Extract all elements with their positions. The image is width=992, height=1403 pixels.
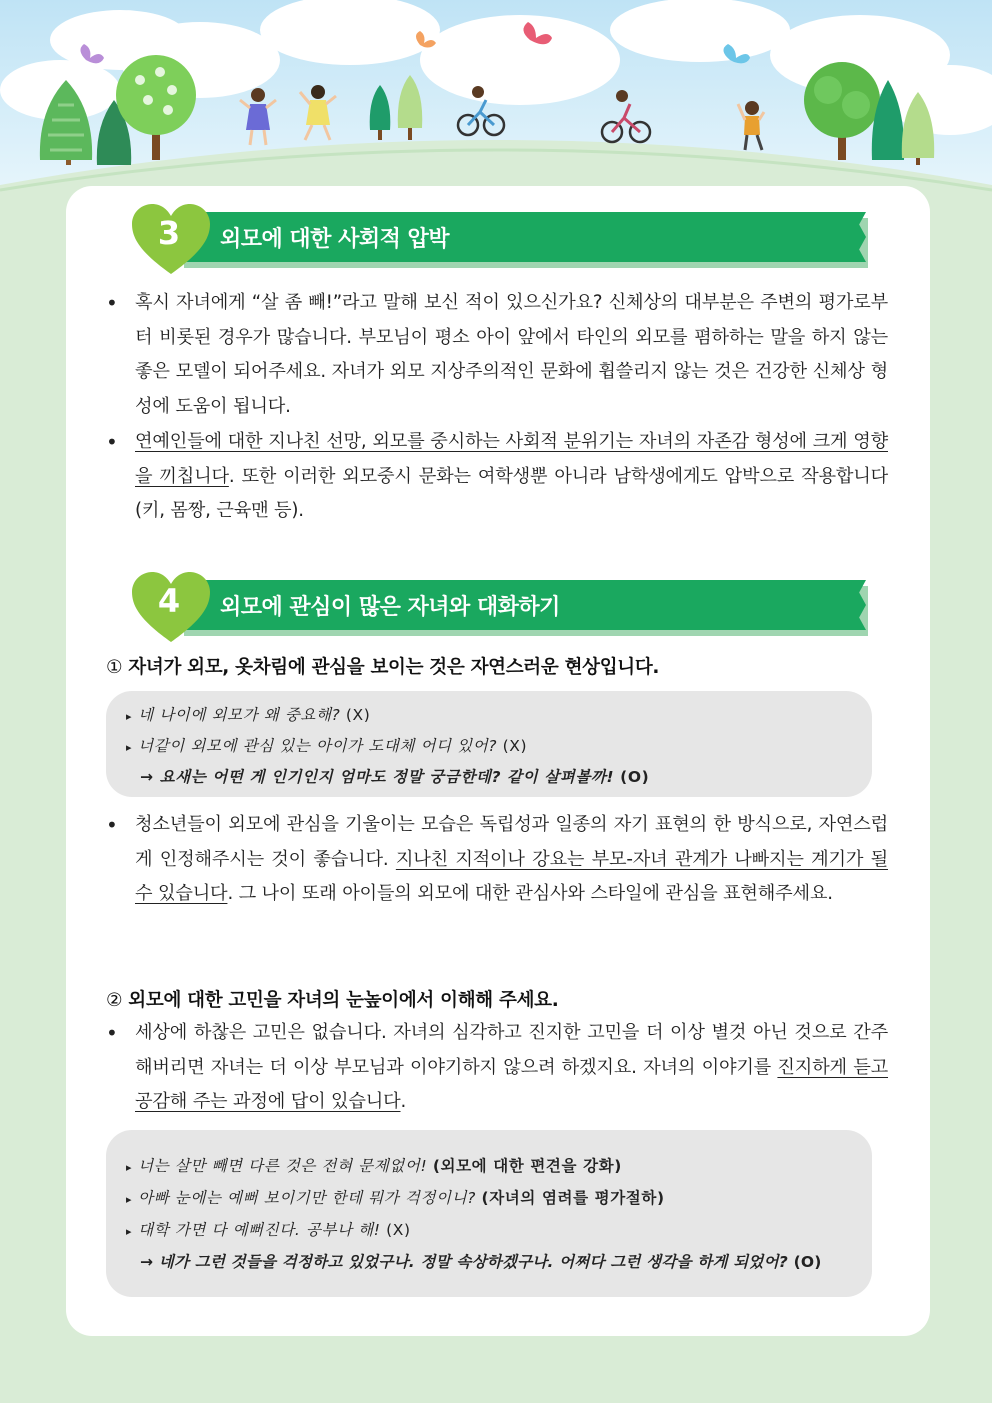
example-line: ▸ 너같이 외모에 관심 있는 아이가 도대체 어디 있어? (X) (126, 737, 528, 755)
example-line: ▸ 대학 가면 다 예뻐진다. 공부나 해! (X) (126, 1221, 411, 1239)
circled-number: ① (106, 657, 123, 678)
section-header (130, 204, 870, 276)
bullet-icon: • (106, 813, 118, 837)
example-line: ▸ 너는 살만 빼면 다른 것은 전혀 문제없어! (외모에 대한 편견을 강화) (126, 1157, 622, 1175)
paragraph-text: 혹시 자녀에게 “살 좀 빼!”라고 말해 보신 적이 있으신가요? 신체상의 대부분은 주변의 평가로부터 비롯된 경우가 많습니다. 부모님이 평소 아이 앞에서 타인의 외모를 폄하하는 말을 하지 않는 좋은 모델이 되어주세요. 자녀가 외모 지상주의적인 문화에 휩쓸리지 않는 것은 건강한 신체상 형성에 도움이 됩니다. (135, 292, 888, 417)
triangle-bullet-icon: ▸ (126, 1225, 133, 1238)
bullet-icon: • (106, 430, 118, 454)
arrow-icon: → (140, 1253, 154, 1271)
circled-number: ② (106, 990, 123, 1011)
underlined-text: 연예인들에 대한 지나친 선망, 외모를 중시하는 사회적 분위기는 자녀의 자존감 형성에 크게 영향을 끼칩니다 (135, 431, 888, 487)
bullet-paragraph (106, 425, 888, 529)
example-box (106, 1130, 872, 1297)
triangle-bullet-icon: ▸ (126, 741, 133, 754)
bullet-paragraph (106, 1016, 888, 1120)
underlined-text: 진지하게 듣고 공감해 주는 과정에 답이 있습니다 (135, 1056, 889, 1112)
example-box (106, 691, 872, 797)
section-title: 외모에 대한 사회적 압박 (220, 227, 449, 252)
paragraph-text: 세상에 하찮은 고민은 없습니다. 자녀의 심각하고 진지한 고민을 더 이상 별것 아닌 것으로 간주해버리면 자녀는 더 이상 부모님과 이야기하지 않으려 하겠지요. 자녀의 이야기를 (135, 1022, 888, 1078)
arrow-icon: → (140, 768, 154, 786)
section-number: 4 (157, 582, 181, 620)
subsection-heading-text: 외모에 대한 고민을 자녀의 눈높이에서 이해해 주세요. (128, 990, 559, 1011)
paragraph-text: 청소년들이 외모에 관심을 기울이는 모습은 독립성과 일종의 자기 표현의 한 방식으로, 자연스럽게 인정해주시는 것이 좋습니다. (135, 814, 888, 870)
bullet-icon: • (106, 1021, 118, 1045)
section-title: 외모에 관심이 많은 자녀와 대화하기 (220, 595, 560, 620)
example-line: ▸ 네 나이에 외모가 왜 중요해? (X) (126, 706, 371, 724)
underlined-text: 지나친 지적이나 강요는 부모-자녀 관계가 나빠지는 계기가 될 수 있습니다 (135, 848, 888, 904)
subsection-heading (106, 986, 558, 1012)
recommended-answer: → 네가 그런 것들을 걱정하고 있었구나. 정말 속상하겠구나. 어쩌다 그런 생각을 하게 되었어? (O) (140, 1253, 822, 1271)
paragraph-text: . 또한 이러한 외모중시 문화는 여학생뿐 아니라 남학생에게도 압박으로 작용합니다(키, 몸짱, 근육맨 등). (135, 465, 888, 521)
subsection-heading (106, 653, 659, 679)
example-line: ▸ 아빠 눈에는 예뻐 보이기만 한데 뭐가 걱정이니? (자녀의 염려를 평가절하) (126, 1189, 665, 1207)
bullet-icon: • (106, 291, 118, 315)
bullet-paragraph (106, 286, 888, 424)
recommended-answer: → 요새는 어떤 게 인기인지 엄마도 정말 궁금한데? 같이 살펴볼까! (O) (140, 768, 650, 786)
triangle-bullet-icon: ▸ (126, 710, 133, 723)
bullet-paragraph (106, 808, 888, 912)
header-illustration (0, 0, 992, 200)
section-header (130, 572, 870, 644)
paragraph-text: . (400, 1091, 407, 1112)
triangle-bullet-icon: ▸ (126, 1193, 133, 1206)
section-number: 3 (157, 214, 181, 252)
paragraph-text: . 그 나이 또래 아이들의 외모에 대한 관심사와 스타일에 관심을 표현해주세요. (227, 883, 833, 904)
subsection-heading-text: 자녀가 외모, 옷차림에 관심을 보이는 것은 자연스러운 현상입니다. (128, 657, 660, 678)
triangle-bullet-icon: ▸ (126, 1161, 133, 1174)
